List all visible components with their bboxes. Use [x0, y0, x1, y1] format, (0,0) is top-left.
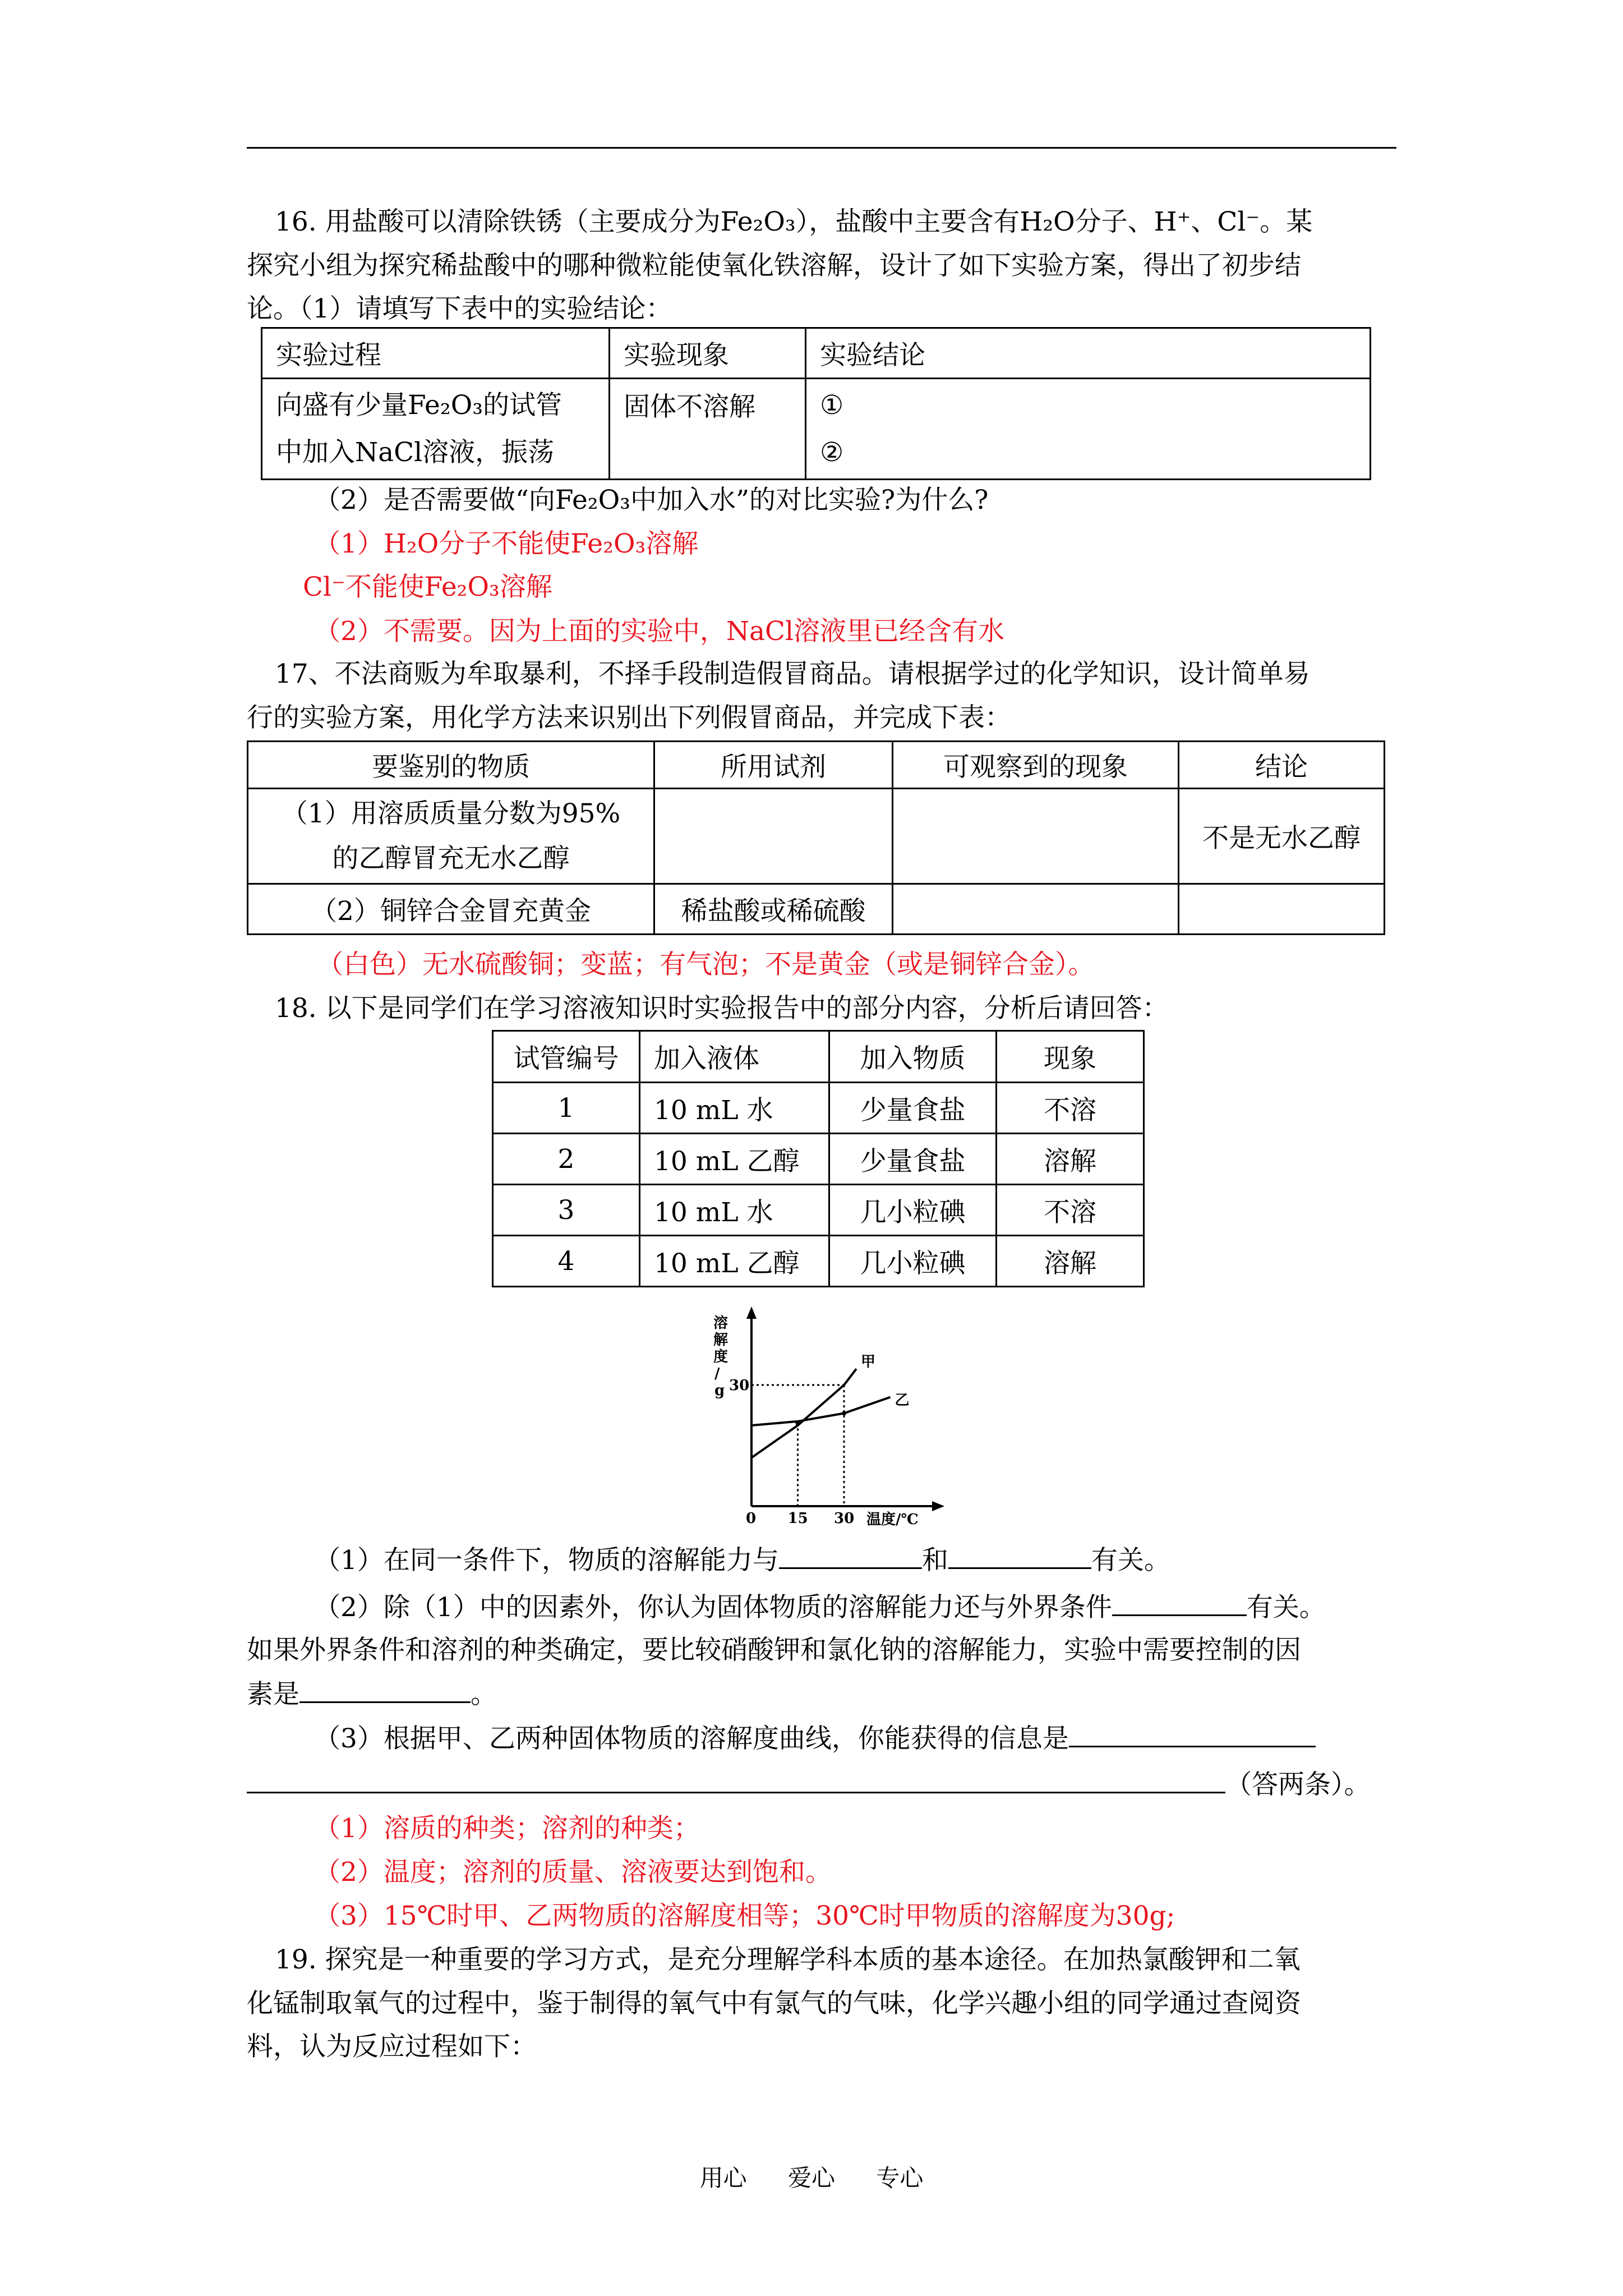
- y-label-char: g: [714, 1382, 725, 1399]
- q18-cell: 溶解: [997, 1134, 1144, 1185]
- page-footer: [0, 2164, 1623, 2192]
- q18-q3-blank1[interactable]: [1069, 1721, 1316, 1747]
- q18-header-liquid: 加入液体: [640, 1031, 829, 1083]
- x-axis-arrow: [932, 1501, 944, 1511]
- q18-q2-blank2[interactable]: [299, 1677, 471, 1703]
- q18-cell: 1: [493, 1083, 640, 1134]
- q18-q1-text-c: 有关。: [1091, 1545, 1170, 1576]
- table-row: [493, 1134, 1144, 1185]
- q17-row1-item-line1: （1）用溶质质量分数为95%: [281, 798, 621, 829]
- q18-q2-line3: [247, 1677, 497, 1711]
- q17-table: [247, 740, 1385, 935]
- q16-process-line1: 向盛有少量Fe₂O₃的试管: [276, 389, 562, 421]
- q16-line2: 探究小组为探究稀盐酸中的哪种微粒能使氧化铁溶解，设计了如下实验方案，得出了初步结: [247, 250, 1301, 281]
- q17-row1-item: [248, 789, 654, 884]
- q19-line2: 化锰制取氧气的过程中，鉴于制得的氧气中有氯气的气味，化学兴趣小组的同学通过查阅资: [247, 1988, 1301, 2019]
- q16-header-process: 实验过程: [262, 328, 610, 379]
- q16-conclusion-2: ②: [820, 436, 844, 468]
- q18-cell: 溶解: [997, 1236, 1144, 1287]
- footer-text: 专心: [876, 2164, 924, 2192]
- q17-row2-reagent: 稀盐酸或稀硫酸: [654, 884, 893, 935]
- x-tick-label: 30: [834, 1510, 855, 1527]
- q16-cell-phenomenon: 固体不溶解: [610, 379, 806, 480]
- q17-row2-conclusion: [1179, 884, 1385, 935]
- q19-line1: 19. 探究是一种重要的学习方式，是充分理解学科本质的基本途径。在加热氯酸钾和二氧: [275, 1944, 1301, 1975]
- q16-answer1: （1）H₂O分子不能使Fe₂O₃溶解: [314, 528, 699, 559]
- q16-answer3: （2）不需要。因为上面的实验中，NaCl溶液里已经含有水: [314, 616, 1005, 647]
- q18-q3-text-b: （答两条）。: [1225, 1769, 1371, 1800]
- q18-q2-text-b: 有关。: [1246, 1592, 1326, 1623]
- q17-answer: （白色）无水硫酸铜；变蓝；有气泡；不是黄金（或是铜锌合金）。: [317, 949, 1095, 980]
- q18-header-tube: 试管编号: [493, 1031, 640, 1083]
- q18-q1-blank2[interactable]: [948, 1543, 1091, 1569]
- q16-question2: （2）是否需要做“向Fe₂O₃中加入水”的对比实验?为什么?: [314, 485, 989, 516]
- table-row: [493, 1236, 1144, 1287]
- solubility-chart: [707, 1304, 965, 1529]
- footer-text: 爱心: [787, 2164, 835, 2192]
- yi-30c-point: [842, 1411, 846, 1415]
- q17-header-conclusion: 结论: [1179, 742, 1385, 789]
- y-tick-label: 30: [729, 1377, 750, 1394]
- q18-cell: 3: [493, 1185, 640, 1236]
- table-row: [493, 1083, 1144, 1134]
- q18-q1-text-a: （1）在同一条件下，物质的溶解能力与: [314, 1545, 779, 1576]
- q17-row2-phenomenon: [893, 884, 1179, 935]
- q16-header-phenomenon: 实验现象: [610, 328, 806, 379]
- q18-q2-text-c: 素是: [247, 1679, 299, 1710]
- q18-q2: [314, 1590, 1326, 1625]
- q18-q2-line2: 如果外界条件和溶剂的种类确定，要比较硝酸钾和氯化钠的溶解能力，实验中需要控制的因: [247, 1635, 1301, 1665]
- q18-cell: 少量食盐: [829, 1083, 997, 1134]
- q18-q2-text-a: （2）除（1）中的因素外，你认为固体物质的溶解能力还与外界条件: [314, 1592, 1112, 1623]
- q18-answer1: （1）溶质的种类；溶剂的种类；: [314, 1813, 700, 1844]
- q18-header-substance: 加入物质: [829, 1031, 997, 1083]
- q16-table: [261, 327, 1371, 480]
- q18-cell: 2: [493, 1134, 640, 1185]
- q17-line2: 行的实验方案，用化学方法来识别出下列假冒商品，并完成下表：: [247, 702, 1011, 733]
- q18-answer3: （3）15℃时甲、乙两物质的溶解度相等；30℃时甲物质的溶解度为30g;: [314, 1901, 1175, 1931]
- q17-row2-item: （2）铜锌合金冒充黄金: [248, 884, 654, 935]
- table-row: [493, 1185, 1144, 1236]
- q18-intro: 18. 以下是同学们在学习溶液知识时实验报告中的部分内容，分析后请回答：: [275, 993, 1169, 1024]
- q19-line3: 料，认为反应过程如下：: [247, 2031, 537, 2062]
- q16-header-conclusion: 实验结论: [806, 328, 1371, 379]
- series-label: 甲: [861, 1354, 876, 1371]
- q17-header-phenomenon: 可观察到的现象: [893, 742, 1179, 789]
- q18-q2-text-d: 。: [471, 1679, 497, 1710]
- series-line-yi: [751, 1397, 891, 1425]
- x-tick-label: 15: [787, 1510, 808, 1527]
- q16-cell-process: [262, 379, 610, 480]
- y-label-char: /: [714, 1365, 720, 1382]
- q18-q1-text-b: 和: [921, 1545, 948, 1576]
- q18-q3-blank2[interactable]: [247, 1767, 1225, 1793]
- q17-header-item: 要鉴别的物质: [248, 742, 654, 789]
- q17-row1-conclusion: 不是无水乙醇: [1179, 789, 1385, 884]
- y-axis-label: [713, 1314, 728, 1399]
- y-label-char: 度: [713, 1349, 728, 1365]
- q18-q3-text-a: （3）根据甲、乙两种固体物质的溶解度曲线，你能获得的信息是: [314, 1723, 1069, 1754]
- q16-process-line2: 中加入NaCl溶液，振荡: [276, 436, 555, 468]
- q17-header-reagent: 所用试剂: [654, 742, 893, 789]
- q16-cell-conclusion: [806, 379, 1371, 480]
- q16-line1: 16. 用盐酸可以清除铁锈（主要成分为Fe₂O₃），盐酸中主要含有H₂O分子、H⁺、Cl⁻。某: [275, 206, 1313, 237]
- q18-cell: 几小粒碘: [829, 1185, 997, 1236]
- intersection-point: [796, 1421, 800, 1425]
- q17-line1: 17、不法商贩为牟取暴利，不择手段制造假冒商品。请根据学过的化学知识，设计简单易: [275, 659, 1310, 689]
- q18-q2-blank1[interactable]: [1112, 1590, 1247, 1616]
- q16-line3: 论。（1）请填写下表中的实验结论：: [247, 293, 672, 324]
- footer-text: 用心: [699, 2164, 747, 2192]
- q17-row1-item-line2: 的乙醇冒充无水乙醇: [332, 843, 570, 874]
- q18-header-phenomenon: 现象: [997, 1031, 1144, 1083]
- q16-answer2: Cl⁻不能使Fe₂O₃溶解: [303, 572, 552, 602]
- chart-axes: [746, 1306, 944, 1511]
- x-axis-label: 温度/℃: [866, 1511, 919, 1528]
- x-tick-label: 0: [746, 1510, 757, 1527]
- series-label: 乙: [895, 1392, 910, 1409]
- q17-row1-reagent: [654, 789, 893, 884]
- q16-conclusion-1: ①: [820, 389, 844, 421]
- q18-table: [492, 1030, 1145, 1287]
- q18-cell: 4: [493, 1236, 640, 1287]
- q18-cell: 不溶: [997, 1185, 1144, 1236]
- q18-cell: 10 mL 乙醇: [640, 1236, 829, 1287]
- q18-cell: 10 mL 乙醇: [640, 1134, 829, 1185]
- q18-cell: 几小粒碘: [829, 1236, 997, 1287]
- q18-q1: [314, 1543, 1170, 1577]
- q18-answer2: （2）温度；溶剂的质量、溶液要达到饱和。: [314, 1857, 832, 1888]
- y-label-char: 解: [713, 1332, 728, 1349]
- q18-cell: 10 mL 水: [640, 1083, 829, 1134]
- q17-row1-phenomenon: [893, 789, 1179, 884]
- q18-q3-line2: [247, 1767, 1371, 1802]
- y-label-char: 溶: [713, 1315, 728, 1332]
- q18-cell: 少量食盐: [829, 1134, 997, 1185]
- q18-q3: [314, 1721, 1316, 1756]
- q18-cell: 不溶: [997, 1083, 1144, 1134]
- header-rule: [247, 147, 1396, 149]
- y-axis-arrow: [746, 1306, 757, 1319]
- q18-q1-blank1[interactable]: [779, 1543, 922, 1569]
- q18-cell: 10 mL 水: [640, 1185, 829, 1236]
